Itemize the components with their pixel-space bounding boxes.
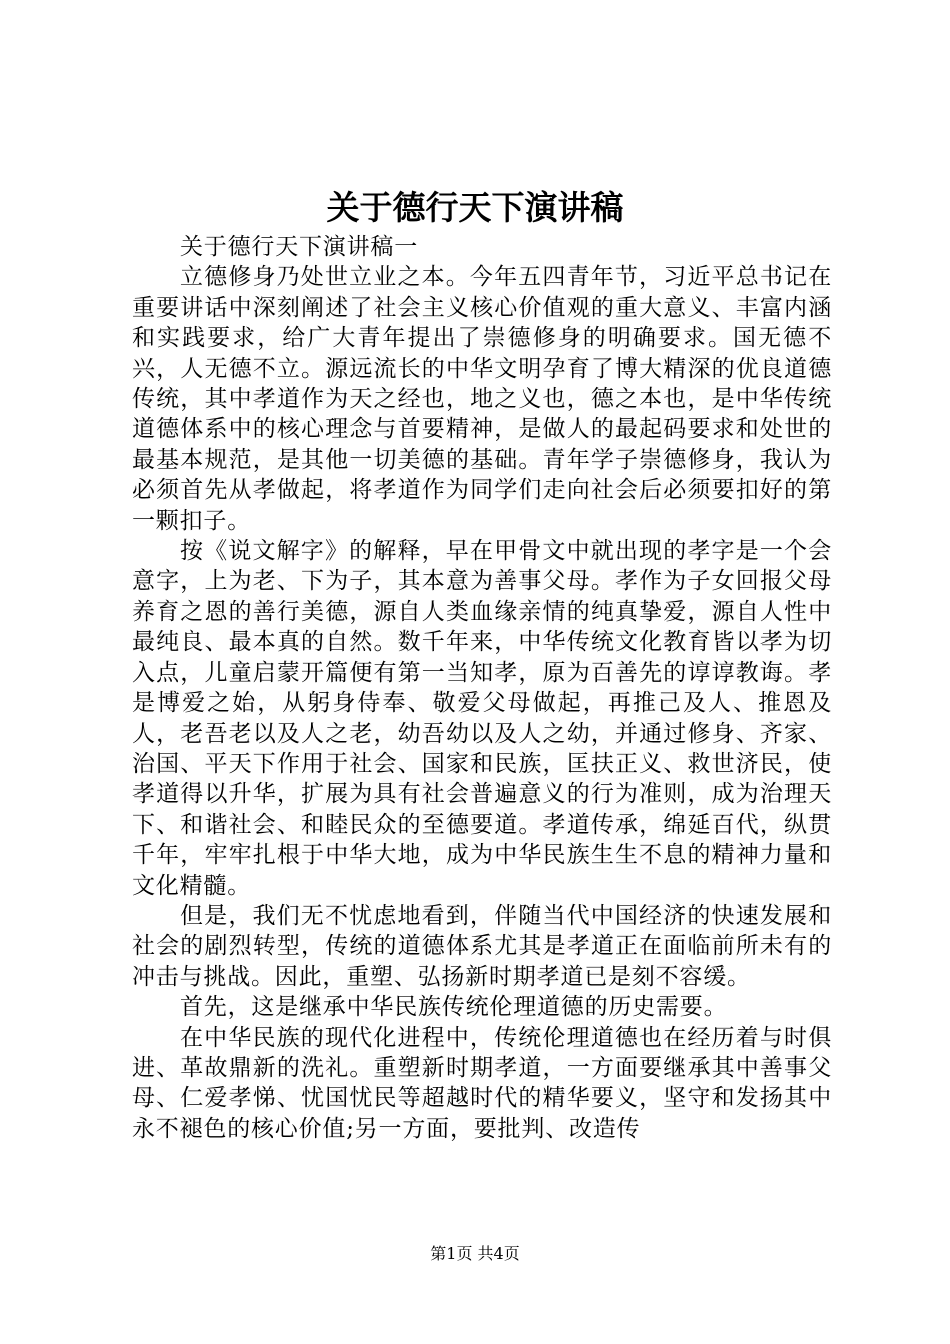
paragraph-subtitle: 关于德行天下演讲稿一 — [180, 234, 418, 260]
paragraph-2: 按《说文解字》的解释，早在甲骨文中就出现的孝字是一个会意字，上为老、下为子，其本意为善事父母。孝作为子女回报父母养育之恩的善行美德，源自人类血缘亲情的纯真挚爱，源自人性中最纯良、最本真的自然。数千年来，中华传统文化教育皆以孝为切入点，儿童启蒙开篇便有第一当知孝，原为百善先的谆谆教诲。孝是博爱之始，从躬身侍奉、敬爱父母做起，再推己及人、推恩及人，老吾老以及人之老，幼吾幼以及人之幼，并通过修身、齐家、治国、平天下作用于社会、国家和民族，匡扶正义、救世济民，使孝道得以升华，扩展为具有社会普遍意义的行为准则，成为治理天下、和谐社会、和睦民众的至德要道。孝道传承，绵延百代，纵贯千年，牢牢扎根于中华大地，成为中华民族生生不息的精神力量和文化精髓。 — [132, 538, 832, 899]
document-body — [132, 232, 832, 1144]
paragraph-3: 但是，我们无不忧虑地看到，伴随当代中国经济的快速发展和社会的剧烈转型，传统的道德体系尤其是孝道正在面临前所未有的冲击与挑战。因此，重塑、弘扬新时期孝道已是刻不容缓。 — [132, 902, 832, 990]
page-footer: 第1页 共4页 — [430, 1244, 520, 1263]
paragraph-1: 立德修身乃处世立业之本。今年五四青年节，习近平总书记在重要讲话中深刻阐述了社会主义核心价值观的重大意义、丰富内涵和实践要求，给广大青年提出了崇德修身的明确要求。国无德不兴，人无德不立。源远流长的中华文明孕育了博大精深的优良道德传统，其中孝道作为天之经也，地之义也，德之本也，是中华传统道德体系中的核心理念与首要精神，是做人的最起码要求和处世的最基本规范，是其他一切美德的基础。青年学子崇德修身，我认为必须首先从孝做起，将孝道作为同学们走向社会后必须要扣好的第一颗扣子。 — [132, 264, 832, 534]
paragraph-5: 在中华民族的现代化进程中，传统伦理道德也在经历着与时俱进、革故鼎新的洗礼。重塑新时期孝道，一方面要继承其中善事父母、仁爱孝悌、忧国忧民等超越时代的精华要义，坚守和发扬其中永不褪色的核心价值;另一方面，要批判、改造传 — [132, 1024, 832, 1142]
document-title: 关于德行天下演讲稿 — [326, 188, 624, 227]
paragraph-4: 首先，这是继承中华民族传统伦理道德的历史需要。 — [180, 994, 728, 1021]
